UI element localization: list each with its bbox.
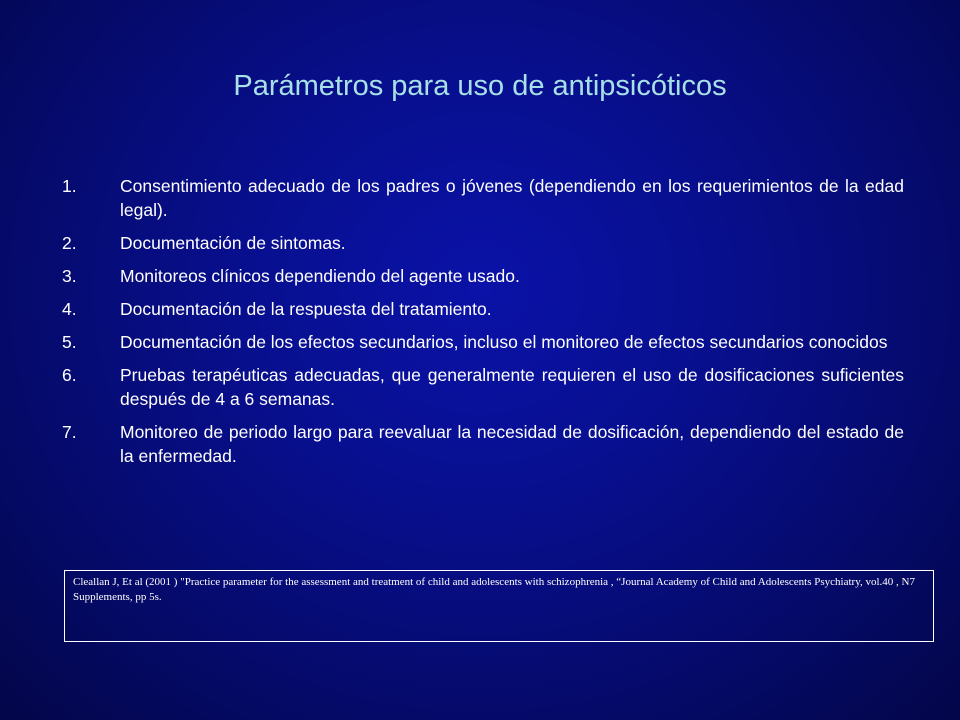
item-number: 2. (62, 233, 77, 253)
item-text: Documentación de los efectos secundarios, incluso el monitoreo de efectos secundarios conocidos (120, 332, 888, 352)
parameter-list (62, 174, 904, 477)
list-item (62, 231, 904, 255)
item-text: Documentación de la respuesta del tratamiento. (120, 299, 492, 319)
item-text: Monitoreos clínicos dependiendo del agente usado. (120, 266, 520, 286)
item-text: Consentimiento adecuado de los padres o jóvenes (dependiendo en los requerimientos de la edad legal). (120, 176, 904, 220)
item-text: Documentación de sintomas. (120, 233, 346, 253)
citation-box: Cleallan J, Et al (2001 ) "Practice parameter for the assessment and treatment of child and adolescents with schizophrenia , “Journal Academy of Child and Adolescents Psychiatry, vol.40 , N7 Supplements, pp 5s. (64, 570, 934, 642)
item-number: 3. (62, 266, 77, 286)
item-number: 6. (62, 365, 77, 385)
list-item (62, 297, 904, 321)
item-number: 5. (62, 332, 77, 352)
list-item (62, 174, 904, 222)
item-text: Monitoreo de periodo largo para reevaluar la necesidad de dosificación, dependiendo del estado de la enfermedad. (120, 422, 904, 466)
item-number: 4. (62, 299, 77, 319)
item-text: Pruebas terapéuticas adecuadas, que generalmente requieren el uso de dosificaciones suficientes después de 4 a 6 semanas. (120, 365, 904, 409)
list-item (62, 330, 904, 354)
list-item (62, 363, 904, 411)
item-number: 1. (62, 176, 77, 196)
item-number: 7. (62, 422, 77, 442)
slide-title: Parámetros para uso de antipsicóticos (233, 70, 727, 102)
list-item (62, 420, 904, 468)
list-item (62, 264, 904, 288)
